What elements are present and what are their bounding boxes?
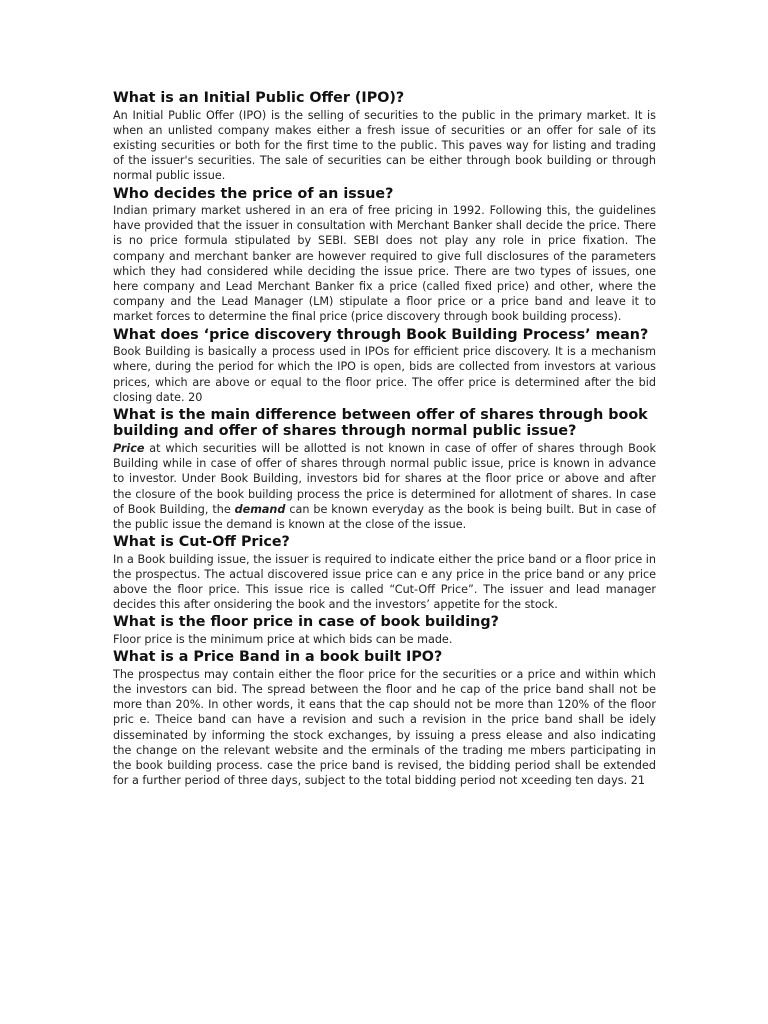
heading-main-difference: What is the main difference between offer of shares through book building and offer of shares through normal public issue? — [113, 406, 648, 440]
paragraph-main-difference-part1: at which securities will be allotted is not known in case of offer of shares through Book Building while in case of offer of shares through normal public issue, price is known in advance to investor. Under Book Building, investors bid for shares at the floor price or above and after the closure of the book building process the price is determined for allotment of shares. In case of Book Building, the — [113, 441, 656, 516]
paragraph-main-difference — [113, 441, 656, 532]
emphasis-price: Price — [113, 441, 145, 455]
paragraph-floor-price: Floor price is the minimum price at which bids can be made. — [113, 632, 453, 646]
paragraph-price-band: The prospectus may contain either the floor price for the securities or a price and within which the investors can bid. The spread between the floor and he cap of the price band shall not be more than 20%. In other words, it eans that the cap should not be more than 120% of the floor pric e. Theice band can have a revision and such a revision in the price band shall be idely disseminated by informing the stock exchanges, by issuing a press elease and also indicating the change on the relevant website and the erminals of the trading me mbers participating in the book building process. case the price band is revised, the bidding period shall be extended for a further period of three days, subject to the total bidding period not xceeding ten days. 21 — [113, 667, 656, 788]
heading-floor-price: What is the floor price in case of book building? — [113, 614, 499, 631]
emphasis-demand: demand — [234, 502, 286, 516]
document-page — [113, 90, 656, 790]
paragraph-cut-off-price: In a Book building issue, the issuer is required to indicate either the price band or a floor price in the prospectus. The actual discovered issue price can e any price in the price band or any price above the floor price. This issue rice is called “Cut-Off Price”. The issuer and lead manager decides this after onsidering the book and the investors’ appetite for the stock. — [113, 552, 656, 612]
heading-what-is-ipo: What is an Initial Public Offer (IPO)? — [113, 90, 405, 106]
paragraph-what-is-ipo: An Initial Public Offer (IPO) is the selling of securities to the public in the primary market. It is when an unlisted company makes either a fresh issue of securities or an offer for sale of its existing securities or both for the first time to the public. This paves way for listing and trading of the issuer's securities. The sale of securities can be either through book building or through normal public issue. — [113, 108, 656, 183]
heading-price-discovery: What does ‘price discovery through Book Building Process’ mean? — [113, 326, 649, 343]
paragraph-main-difference-part2: can be known everyday as the book is being built. But in case of the public issue the demand is known at the close of the issue. — [113, 502, 656, 531]
heading-price-band: What is a Price Band in a book built IPO? — [113, 649, 443, 666]
paragraph-price-discovery: Book Building is basically a process used in IPOs for efficient price discovery. It is a mechanism where, during the period for which the IPO is open, bids are collected from investors at various prices, which are above or equal to the floor price. The offer price is determined after the bid closing date. 20 — [113, 345, 656, 404]
heading-who-decides-price: Who decides the price of an issue? — [113, 185, 394, 202]
paragraph-who-decides-price: Indian primary market ushered in an era of free pricing in 1992. Following this, the guidelines have provided that the issuer in consultation with Merchant Banker shall decide the price. There is no price formula stipulated by SEBI. SEBI does not play any role in price fixation. The company and merchant banker are however required to give full disclosures of the parameters which they had considered while deciding the issue price. There are two types of issues, one here company and Lead Merchant Banker fix a price (called fixed price) and other, where the company and the Lead Manager (LM) stipulate a floor price or a price band and leave it to market forces to determine the final price (price discovery through book building process). — [113, 204, 656, 324]
heading-cut-off-price: What is Cut-Off Price? — [113, 534, 290, 551]
